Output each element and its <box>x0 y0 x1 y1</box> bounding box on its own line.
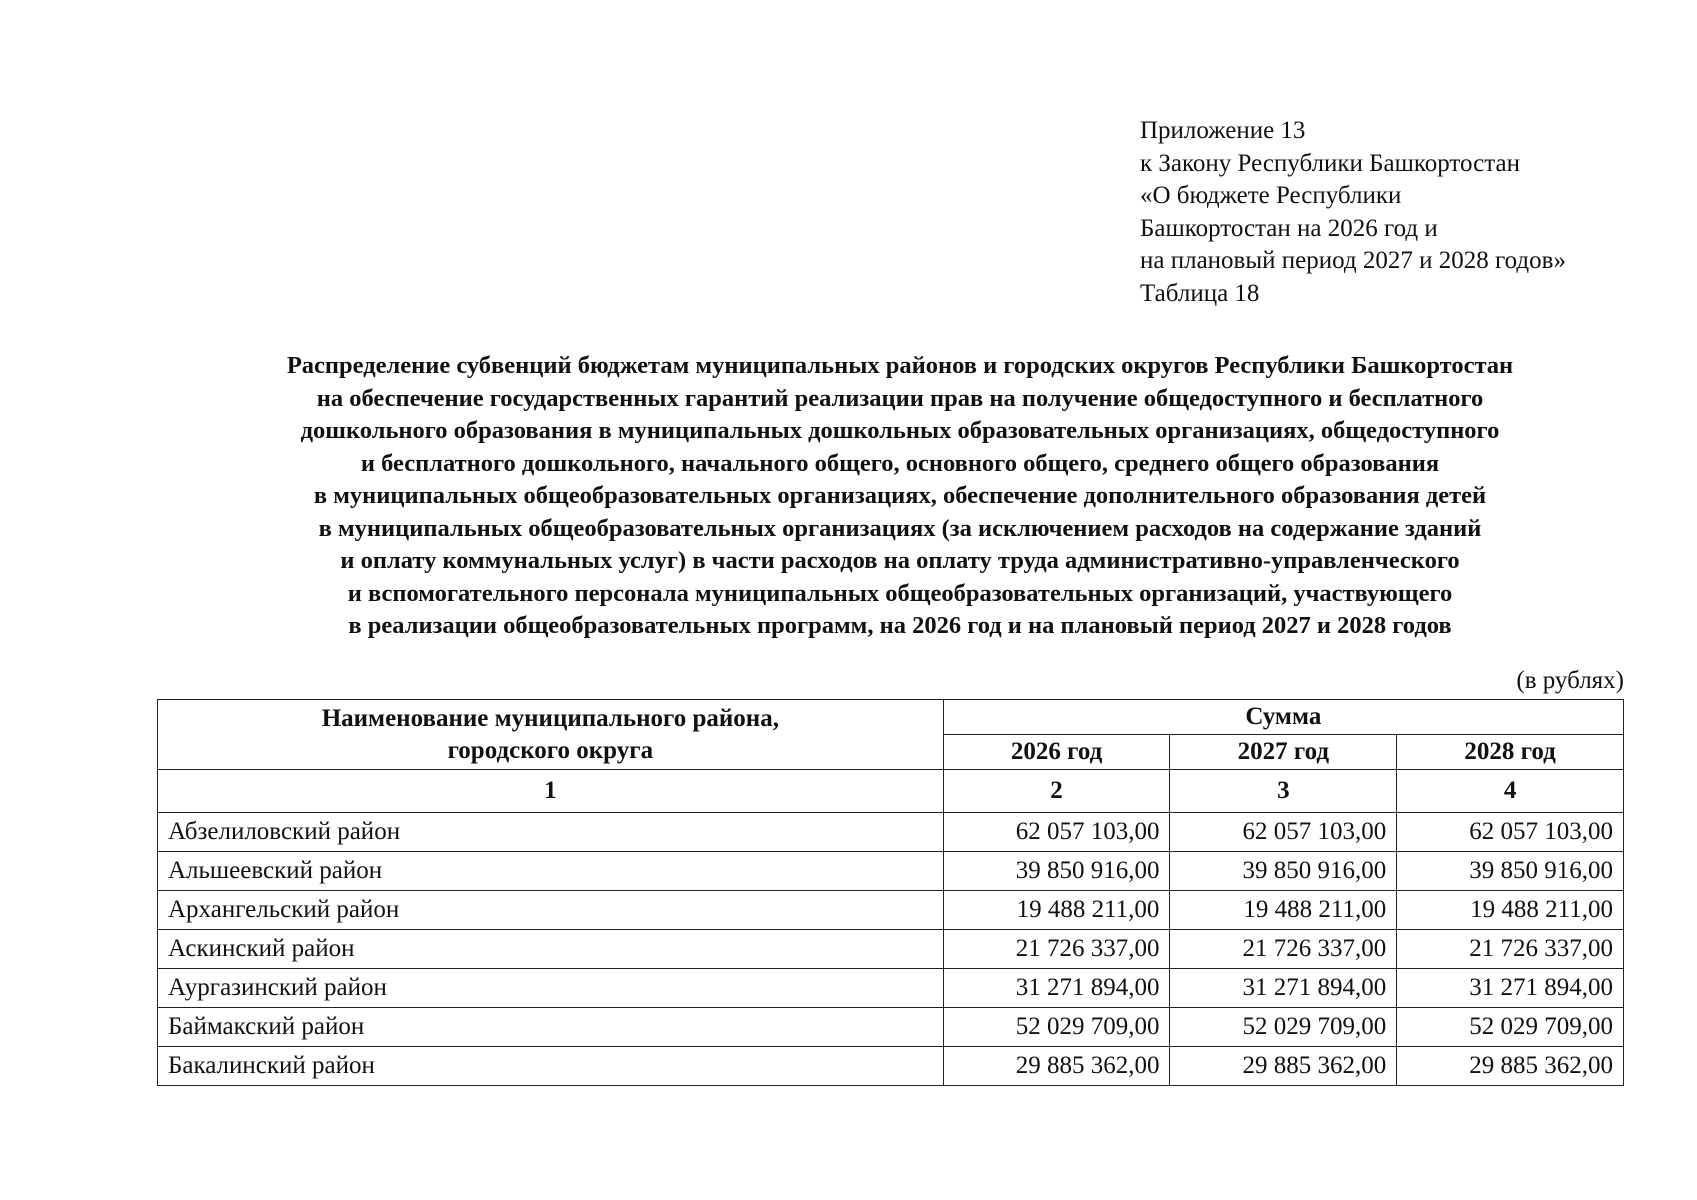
subvention-table <box>157 699 1624 1086</box>
table-number: Таблица 18 <box>1140 279 1260 307</box>
appendix-line: на плановый период 2027 и 2028 годов» <box>1140 247 1566 274</box>
year-header-2027: 2027 год <box>1170 735 1397 770</box>
table-row <box>158 1008 1624 1047</box>
table-row <box>158 891 1624 930</box>
district-name: Бакалинский район <box>158 1047 944 1086</box>
amount-2026: 62 057 103,00 <box>943 813 1170 852</box>
units-label: (в рублях) <box>1516 667 1624 694</box>
district-name: Баймакский район <box>158 1008 944 1047</box>
amount-2027: 39 850 916,00 <box>1170 852 1397 891</box>
name-header-line: городского округа <box>447 736 654 764</box>
title-line: и оплату коммунальных услуг) в части расходов на оплату труда административно-управленческого <box>340 547 1460 574</box>
amount-2026: 21 726 337,00 <box>943 930 1170 969</box>
title-line: и бесплатного дошкольного, начального общего, основного общего, среднего общего образования <box>360 449 1440 477</box>
title-line: дошкольного образования в муниципальных дошкольных образовательных организациях, общедоступного <box>300 417 1500 444</box>
district-name: Аскинский район <box>158 930 944 969</box>
title-line: в муниципальных общеобразовательных организациях, обеспечение дополнительного образования детей <box>313 482 1487 509</box>
amount-2028: 29 885 362,00 <box>1397 1047 1624 1086</box>
amount-2027: 62 057 103,00 <box>1170 813 1397 852</box>
column-number: 2 <box>943 770 1170 813</box>
district-name: Архангельский район <box>158 891 944 930</box>
title-line: на обеспечение государственных гарантий реализации прав на получение общедоступного и бесплатного <box>316 384 1484 412</box>
amount-2027: 21 726 337,00 <box>1170 930 1397 969</box>
amount-2027: 19 488 211,00 <box>1170 891 1397 930</box>
title-line: в муниципальных общеобразовательных организациях (за исключением расходов на содержание зданий <box>318 514 1482 542</box>
document-title <box>150 350 1650 643</box>
column-number-row <box>158 770 1624 813</box>
header-row <box>158 700 1624 735</box>
table-row <box>158 930 1624 969</box>
amount-2027: 29 885 362,00 <box>1170 1047 1397 1086</box>
sum-column-header: Сумма <box>943 700 1623 735</box>
amount-2026: 31 271 894,00 <box>943 969 1170 1008</box>
amount-2028: 21 726 337,00 <box>1397 930 1624 969</box>
amount-2028: 62 057 103,00 <box>1397 813 1624 852</box>
amount-2027: 31 271 894,00 <box>1170 969 1397 1008</box>
amount-2027: 52 029 709,00 <box>1170 1008 1397 1047</box>
name-column-header <box>158 700 944 770</box>
column-number: 3 <box>1170 770 1397 813</box>
amount-2028: 52 029 709,00 <box>1397 1008 1624 1047</box>
table-row <box>158 852 1624 891</box>
year-header-2028: 2028 год <box>1397 735 1624 770</box>
amount-2028: 31 271 894,00 <box>1397 969 1624 1008</box>
name-header-line: Наименование муниципального района, <box>321 704 779 732</box>
amount-2026: 29 885 362,00 <box>943 1047 1170 1086</box>
column-number: 1 <box>158 770 944 813</box>
table-row <box>158 1047 1624 1086</box>
amount-2028: 39 850 916,00 <box>1397 852 1624 891</box>
title-line: Распределение субвенций бюджетам муниципальных районов и городских округов Республики Башкортостан <box>286 352 1514 379</box>
amount-2026: 19 488 211,00 <box>943 891 1170 930</box>
district-name: Абзелиловский район <box>158 813 944 852</box>
appendix-line: Приложение 13 <box>1140 117 1306 144</box>
title-line: и вспомогательного персонала муниципальных общеобразовательных организаций, участвующего <box>347 579 1453 607</box>
title-line: в реализации общеобразовательных программ, на 2026 год и на плановый период 2027 и 2028 годов <box>348 612 1452 639</box>
appendix-reference <box>1140 115 1566 310</box>
appendix-line: «О бюджете Республики <box>1140 182 1402 209</box>
year-header-2026: 2026 год <box>943 735 1170 770</box>
table-row <box>158 813 1624 852</box>
amount-2026: 52 029 709,00 <box>943 1008 1170 1047</box>
amount-2026: 39 850 916,00 <box>943 852 1170 891</box>
district-name: Аургазинский район <box>158 969 944 1008</box>
table-row <box>158 969 1624 1008</box>
appendix-line: к Закону Республики Башкортостан <box>1140 149 1520 177</box>
column-number: 4 <box>1397 770 1624 813</box>
district-name: Альшеевский район <box>158 852 944 891</box>
appendix-line: Башкортостан на 2026 год и <box>1140 214 1438 242</box>
amount-2028: 19 488 211,00 <box>1397 891 1624 930</box>
